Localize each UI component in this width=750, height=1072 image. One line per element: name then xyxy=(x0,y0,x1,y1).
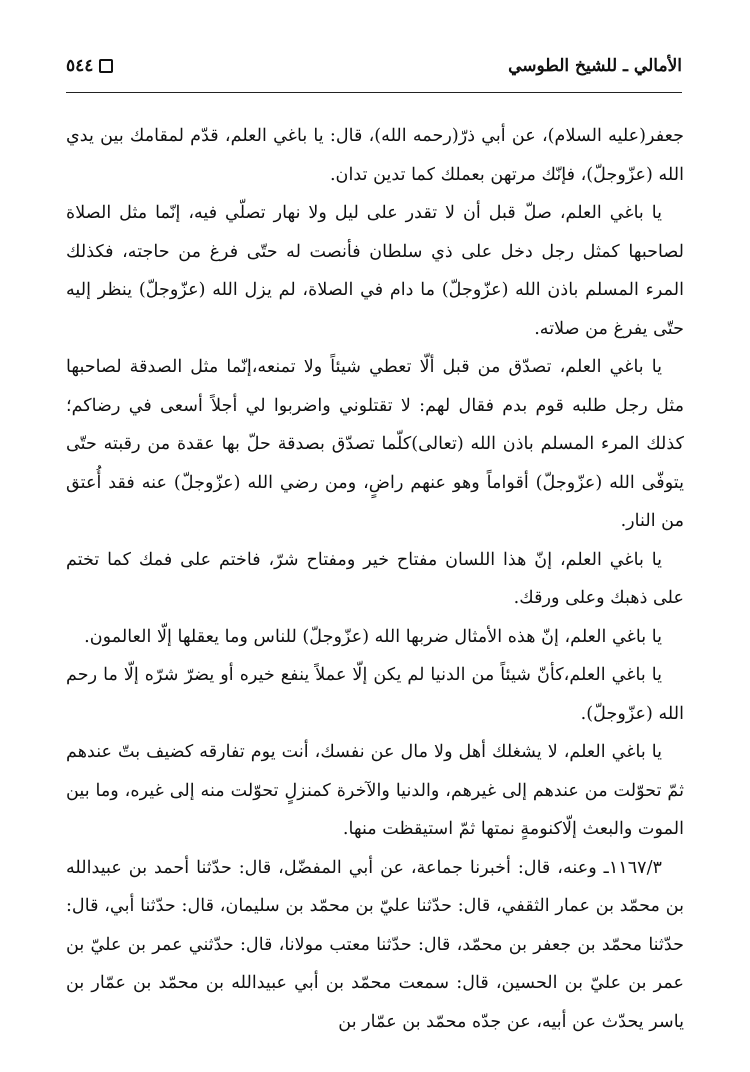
page-number: ٥٤٤ xyxy=(66,56,94,76)
paragraph: يا باغي العلم، تصدّق من قبل ألّا تعطي شيئاً ولا تمنعه،إنّما مثل الصدقة لصاحبها مثل رجل طلبه قوم بدم فقال لهم: لا تقتلوني واضربوا لي أجلاً أسعى في رضاكم؛كذلك المرء المسلم باذن الله (تعالى)كلّما تصدّق بصدقة حلّ بها عقدة من رقبته حتّى يتوفّى الله (عزّوجلّ) أقواماً وهو عنهم راضٍ، ومن رضي الله (عزّوجلّ) عنه فقد أُعتق من النار. xyxy=(66,357,684,531)
paragraph: جعفر(عليه السلام)، عن أبي ذرّ(رحمه الله)، قال: يا باغي العلم، قدّم لمقامك بين يدي الله (عزّوجلّ)، فإنّك مرتهن بعملك كما تدين تدان. xyxy=(66,126,684,185)
body-text xyxy=(66,117,684,1041)
paragraph: يا باغي العلم، صلّ قبل أن لا تقدر على ليل ولا نهار تصلّي فيه، إنّما مثل الصلاة لصاحبها كمثل رجل دخل على ذي سلطان فأنصت له حتّى فرغ من حاجته، فكذلك المرء المسلم باذن الله (عزّوجلّ) ما دام في الصلاة، لم يزل الله (عزّوجلّ) ينظر إليه حتّى يفرغ من صلاته. xyxy=(66,203,684,339)
paragraph: يا باغي العلم، إنّ هذه الأمثال ضربها الله (عزّوجلّ) للناس وما يعقلها إلّا العالمون. xyxy=(84,626,662,647)
running-title: الأمالي ـ للشيخ الطوسي xyxy=(508,56,682,76)
paragraph: يا باغي العلم، إنّ هذا اللسان مفتاح خير ومفتاح شرّ، فاختم على فمك كما تختم على ذهبك وعلى ورقك. xyxy=(66,549,684,608)
square-ornament-icon xyxy=(99,59,113,73)
page-header xyxy=(66,52,682,93)
paragraph: يا باغي العلم،كأنّ شيئاً من الدنيا لم يكن إلّا عملاً ينفع خيره أو يضرّ شرّه إلّا ما رحم الله (عزّوجلّ). xyxy=(66,665,684,724)
paragraph: يا باغي العلم، لا يشغلك أهل ولا مال عن نفسك، أنت يوم تفارقه كضيف بتّ عندهم ثمّ تحوّلت من عندهم إلى غيرهم، والدنيا والآخرة كمنزلٍ تحوّلت منه إلى غيره، وما بين الموت والبعث إلّاكنومةٍ نمتها ثمّ استيقظت منها. xyxy=(66,742,684,839)
hadith-paragraph: ١١٦٧/٣ـ وعنه، قال: أخبرنا جماعة، عن أبي المفضّل، قال: حدّثنا أحمد بن عبيدالله بن محمّد بن عمار الثقفي، قال: حدّثنا عليّ بن محمّد بن سليمان، قال: حدّثنا أبي، قال: حدّثنا محمّد بن جعفر بن محمّد، قال: حدّثنا معتب مولانا، قال: حدّثني عمر بن عليّ بن عمر بن عليّ بن الحسين، قال: سمعت محمّد بن أبي عبيدالله بن محمّد بن عمّار بن ياسر يحدّث عن أبيه، عن جدّه محمّد بن عمّار بن xyxy=(66,857,684,1032)
page-number-group xyxy=(66,56,113,76)
